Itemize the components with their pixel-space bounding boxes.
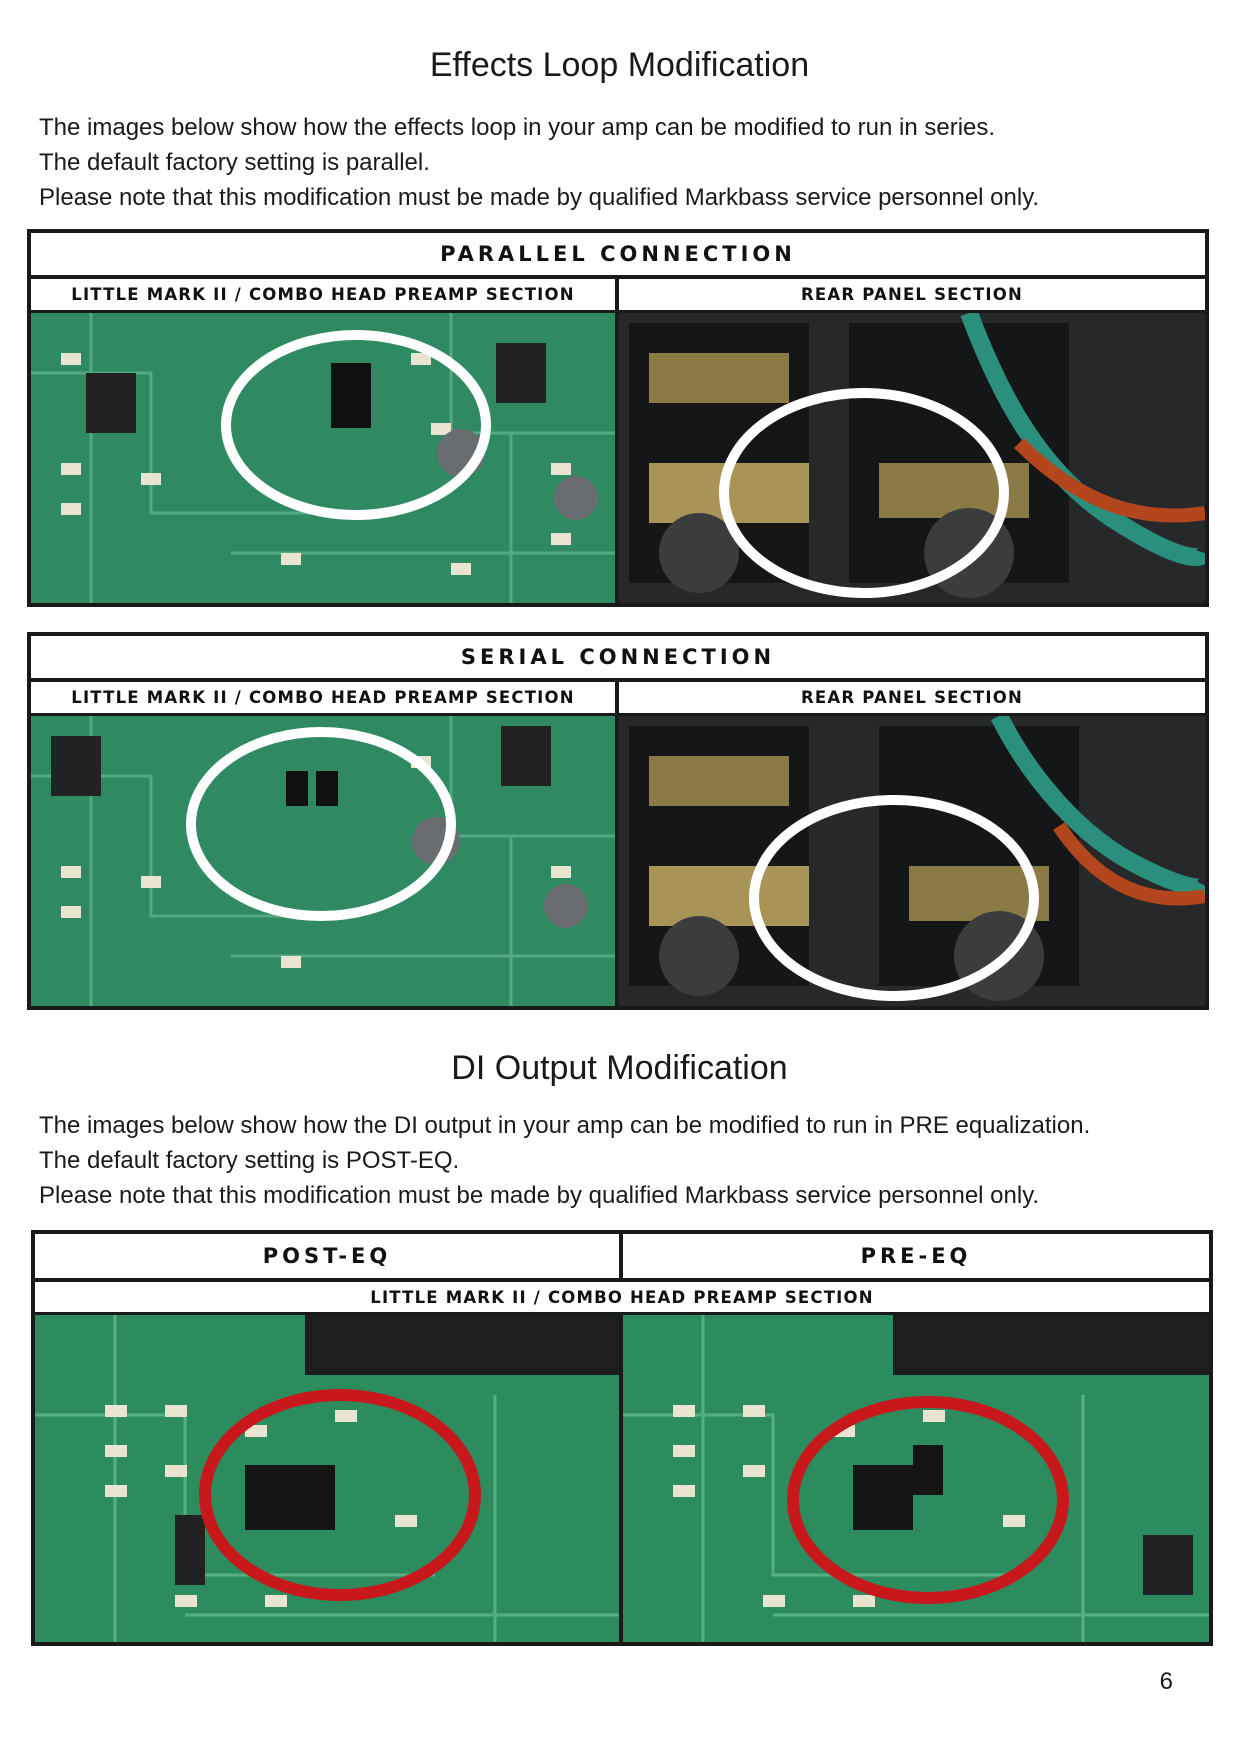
pcb-image — [31, 716, 615, 1006]
pcb-image — [31, 313, 615, 603]
effects-line-1: The images below show how the effects loop in your amp can be modified to run in series. — [39, 114, 996, 141]
di-output-panel — [31, 1230, 1213, 1646]
serial-connection-panel — [27, 632, 1209, 1010]
pre-eq-photo — [623, 1315, 1209, 1642]
post-eq-header: POST-EQ — [262, 1244, 392, 1268]
post-eq-photo — [35, 1315, 619, 1642]
effects-description — [39, 110, 1219, 215]
parallel-rear-panel-photo — [619, 313, 1205, 603]
rear-panel-image — [619, 313, 1205, 603]
serial-preamp-photo — [31, 716, 615, 1006]
parallel-connection-header: PARALLEL CONNECTION — [31, 233, 1205, 279]
serial-right-label: REAR PANEL SECTION — [619, 682, 1205, 716]
serial-rear-panel-photo — [619, 716, 1205, 1006]
di-section-label: LITTLE MARK II / COMBO HEAD PREAMP SECTION — [35, 1282, 1209, 1315]
pcb-image — [623, 1315, 1209, 1642]
pcb-image — [35, 1315, 619, 1642]
parallel-preamp-photo — [31, 313, 615, 603]
effects-line-2: The default factory setting is parallel. — [39, 149, 430, 176]
effects-title: Effects Loop Modification — [429, 46, 810, 84]
parallel-connection-panel — [27, 229, 1209, 607]
serial-left-label: LITTLE MARK II / COMBO HEAD PREAMP SECTION — [31, 682, 615, 716]
pre-eq-header: PRE-EQ — [860, 1244, 972, 1268]
di-line-3: Please note that this modification must be made by qualified Markbass service personnel only. — [39, 1182, 1040, 1209]
di-line-2: The default factory setting is POST-EQ. — [39, 1147, 460, 1174]
parallel-left-label: LITTLE MARK II / COMBO HEAD PREAMP SECTION — [31, 279, 615, 313]
di-title: DI Output Modification — [451, 1049, 788, 1087]
page-number: 6 — [1159, 1668, 1173, 1695]
effects-line-3: Please note that this modification must be made by qualified Markbass service personnel only. — [39, 184, 1040, 211]
parallel-right-label: REAR PANEL SECTION — [619, 279, 1205, 313]
serial-connection-header: SERIAL CONNECTION — [31, 636, 1205, 682]
di-description — [39, 1108, 1219, 1213]
di-line-1: The images below show how the DI output in your amp can be modified to run in PRE equalization. — [39, 1112, 1091, 1139]
rear-panel-image — [619, 716, 1205, 1006]
